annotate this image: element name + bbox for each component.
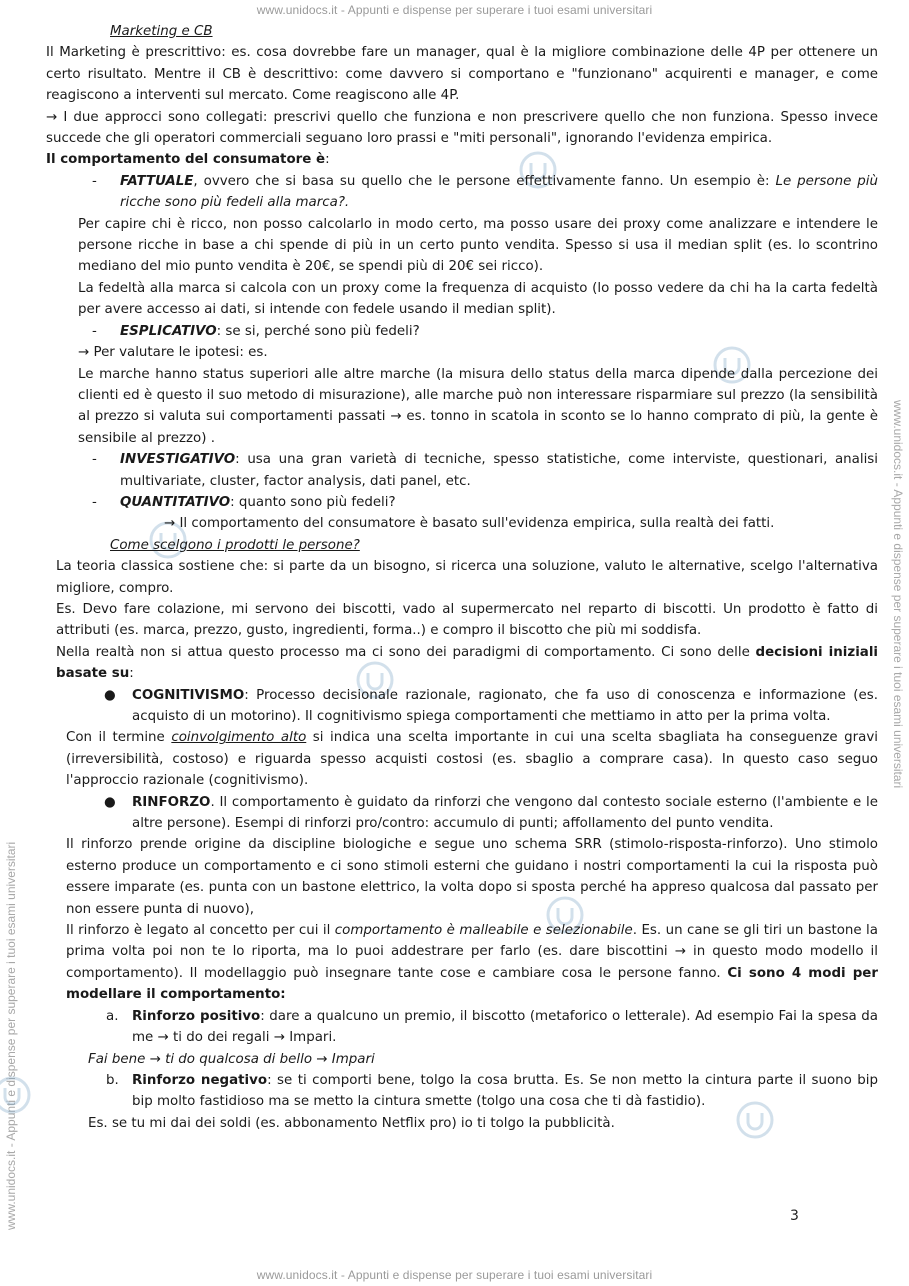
paragraph: Il rinforzo prende origine da discipline biologiche e segue uno schema SRR (stimolo-risposta-rinforzo). Uno stimolo esterno produce un comportamento e ci sono stimoli esterni che guidano i nostri comportamenti la cui la risposta può essere imparate (es. punta con un bastone elettrico, la volta dopo si sposta perché ha appreso qualcosa dal passato per non essere punta di nuovo), (66, 837, 878, 917)
paragraph: Nella realtà non si attua questo processo ma ci sono dei paradigmi di comportamento. Ci sono delle decisioni iniziali basate su: (56, 644, 878, 682)
paragraph: Il Marketing è prescrittivo: es. cosa dovrebbe fare un manager, qual è la migliore combinazione delle 4P per ottenere un certo risultato. Mentre il CB è descrittivo: come davvero si comportano e "funzionano" acquirenti e manager, e come reagiscono a interventi sul mercato. Come reagiscono alle 4P. (46, 45, 878, 104)
list-item: b. Rinforzo negativo: se ti comporti bene, tolgo la cosa brutta. Es. Se non metto la cintura parte il suono bip bip molto fastidioso ma se metto la cintura smette (tolgo una cosa che ti dà fastidio). (106, 1072, 879, 1110)
paragraph: La teoria classica sostiene che: si parte da un bisogno, si ricerca una soluzione, valuto le alternative, scelgo l'alternativa migliore, compro. (56, 559, 878, 596)
watermark-left: www.unidocs.it - Appunti e dispense per superare i tuoi esami universitari (4, 841, 18, 1230)
list-item: - FATTUALE, ovvero che si basa su quello che le persone effettivamente fanno. Un esempio è: Le persone più ricche sono più fedeli alla marca?. (92, 173, 878, 211)
list-item: - QUANTITATIVO: quanto sono più fedeli? (92, 494, 396, 510)
unidocs-logo-icon (0, 1075, 32, 1115)
heading-scelta-prodotti: Come scelgono i prodotti le persone? (110, 537, 360, 553)
document-body (46, 21, 878, 1134)
paragraph: Con il termine coinvolgimento alto si indica una scelta importante in cui una scelta sbagliata ha conseguenze gravi (irreversibilità, costoso) e riguarda spesso acquisti costosi (es. sbaglio a comprare casa). In questo caso seguo l'approccio razionale (cognitivismo). (66, 730, 878, 789)
paragraph: Es. se tu mi dai dei soldi (es. abbonamento Netflix pro) io ti tolgo la pubblicità. (88, 1115, 615, 1131)
page-number: 3 (790, 1208, 799, 1224)
paragraph: → Per valutare le ipotesi: es. (78, 345, 268, 361)
watermark-top: www.unidocs.it - Appunti e dispense per superare i tuoi esami universitari (256, 3, 653, 17)
paragraph: Es. Devo fare colazione, mi servono dei biscotti, vado al supermercato nel reparto di biscotti. Un prodotto è fatto di attributi (es. marca, prezzo, gusto, ingredienti, forma..) e compro il biscotto che più mi soddisfa. (56, 601, 878, 639)
paragraph: → Il comportamento del consumatore è basato sull'evidenza empirica, sulla realtà dei fatti. (164, 516, 775, 532)
paragraph: Il comportamento del consumatore è: (46, 152, 330, 168)
heading-marketing-cb: Marketing e CB (110, 24, 213, 39)
list-item: a. Rinforzo positivo: dare a qualcuno un premio, il biscotto (metaforico o letterale). Ad esempio Fai la spesa da me → ti do dei regali → Impari. (106, 1008, 878, 1046)
paragraph: Le marche hanno status superiori alle altre marche (la misura dello status della marca dipende dalla percezione dei clienti ed è questo il suo metodo di misurazione), alle marche può non interessare risparmiare sul prezzo (la sensibilità al prezzo si valuta sui comportamenti passati → es. tonno in scatola in sconto se lo hanno comprato di più, la gente è sensibile al prezzo) . (78, 366, 878, 446)
list-item: - INVESTIGATIVO: usa una gran varietà di tecniche, spesso statistiche, come interviste, questionari, analisi multivariate, cluster, factor analysis, dati panel, etc. (92, 452, 878, 489)
paragraph: La fedeltà alla marca si calcola con un proxy come la frequenza di acquisto (lo posso vedere da chi ha la carta fedeltà per avere accesso ai dati, si intende con fedele usando il median split). (78, 280, 878, 318)
list-item: - ESPLICATIVO: se si, perché sono più fedeli? (92, 323, 420, 339)
list-item: ● RINFORZO. Il comportamento è guidato da rinforzi che vengono dal contesto sociale esterno (l'ambiente e le altre persone). Esempi di rinforzi pro/contro: accumulo di punti; affollamento del punto vendita. (104, 794, 878, 832)
watermark-bottom: www.unidocs.it - Appunti e dispense per superare i tuoi esami universitari (256, 1268, 653, 1282)
paragraph: → I due approcci sono collegati: prescrivi quello che funziona e non prescrivere quello che non funziona. Spesso invece succede che gli operatori commerciali seguano loro prassi e "miti personali", ignorando l'evidenza empirica. (46, 109, 878, 147)
paragraph: Per capire chi è ricco, non posso calcolarlo in modo certo, ma posso usare dei proxy come analizzare e intendere le persone ricche in base a chi spende di più in un certo punto vendita. Spesso si usa il median split (es. lo scontrino mediano del mio punto vendita è 20€, se spendi più di 20€ sei ricco). (78, 216, 878, 275)
list-item: ● COGNITIVISMO: Processo decisionale razionale, ragionato, che fa uso di conoscenza e informazione (es. acquisto di un motorino). Il cognitivismo spiega comportamenti che mettiamo in atto per la prima volta. (104, 687, 878, 724)
paragraph: Il rinforzo è legato al concetto per cui il comportamento è malleabile e selezionabile. Es. un cane se gli tiri un bastone la prima volta poi non te lo riporta, ma lo puoi addestrare per farlo (es. dare biscottini → in questo modo modello il comportamento). Il modellaggio può insegnare tante cose e cambiare cosa le persone fanno. Ci sono 4 modi per modellare il comportamento: (66, 923, 878, 1003)
paragraph: Fai bene → ti do qualcosa di bello → Impari (88, 1051, 375, 1067)
watermark-right: www.unidocs.it - Appunti e dispense per superare i tuoi esami universitari (891, 400, 905, 789)
